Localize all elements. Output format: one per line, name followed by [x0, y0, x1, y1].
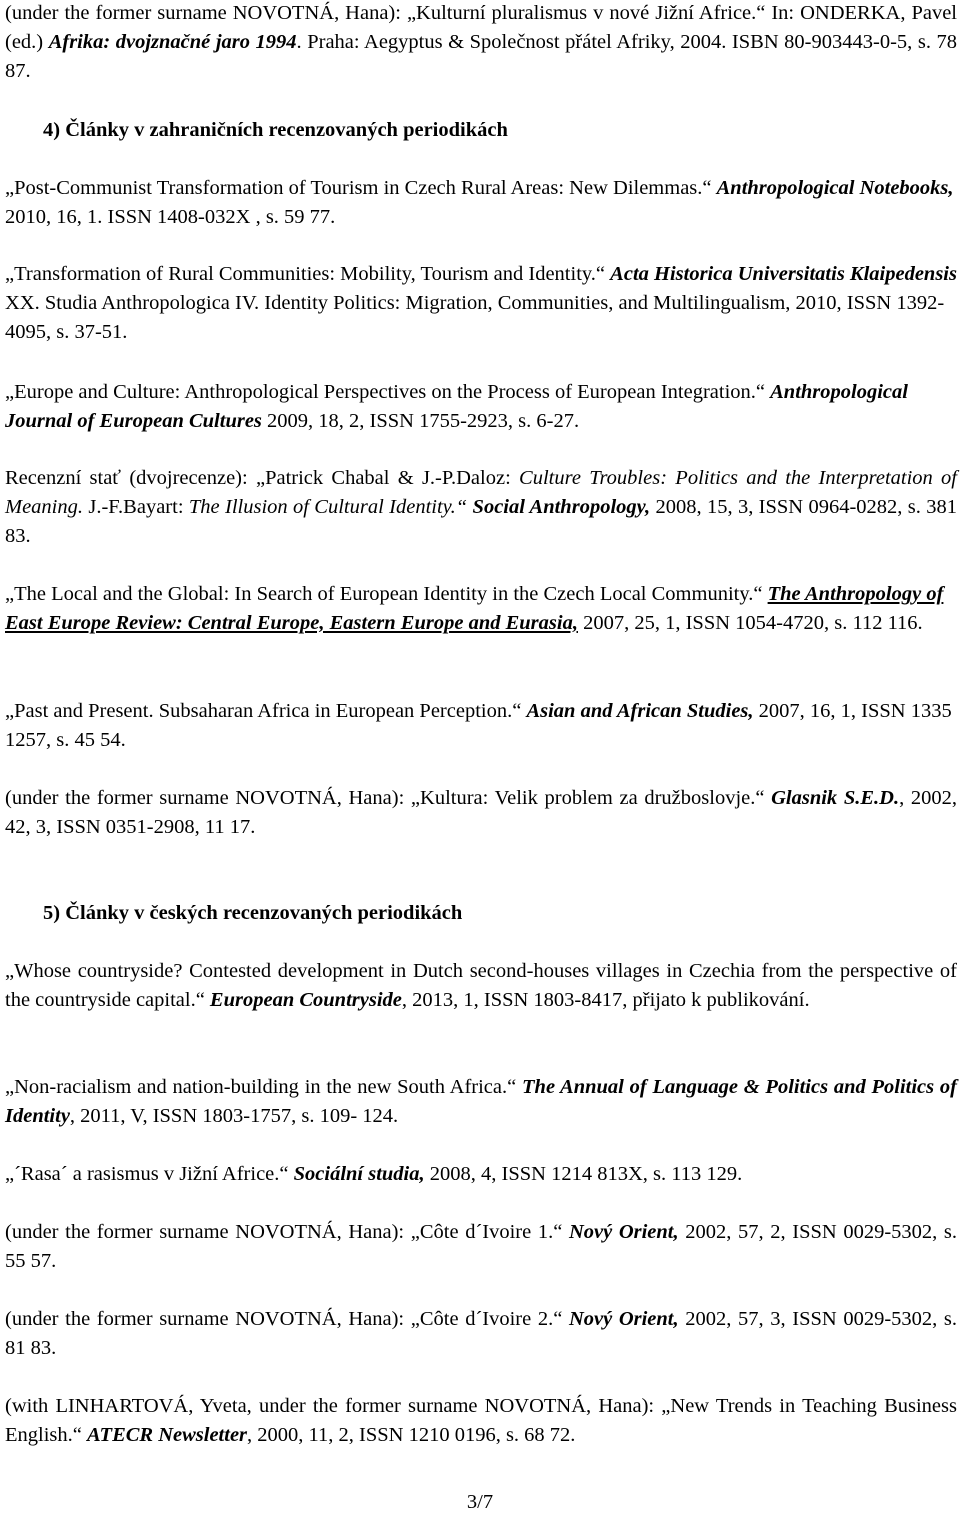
reference-details: 2002, 57, 3, ISSN 0029-5302, s. 81 83.: [5, 1308, 957, 1359]
section-heading-5: 5) Články v českých recenzovaných periodikách: [43, 902, 463, 924]
reference-entry: [5, 1218, 957, 1276]
journal-title: Anthropological Notebooks,: [716, 177, 954, 199]
reference-entry: [5, 580, 957, 638]
reference-details: , 2013, 1, ISSN 1803-8417, přijato k publikování.: [401, 989, 810, 1011]
reference-details: , 2002, 42, 3, ISSN 0351-2908, 11 17.: [5, 787, 957, 838]
reference-details: 2007, 16, 1, ISSN 1335 1257, s. 45 54.: [5, 700, 952, 751]
section-heading-4: 4) Články v zahraničních recenzovaných periodikách: [43, 119, 508, 141]
reference-entry: [5, 957, 957, 1015]
reference-entry: [5, 1073, 957, 1131]
journal-title: The Anthropology of East Europe Review: Central Europe, Eastern Europe and Eurasia,: [5, 583, 944, 634]
reference-entry: [5, 260, 957, 347]
reference-details: 2008, 15, 3, ISSN 0964-0282, s. 381 83.: [5, 496, 958, 547]
reference-entry: [5, 174, 957, 232]
reference-details: , 2000, 11, 2, ISSN 1210 0196, s. 68 72.: [247, 1424, 576, 1446]
reference-details: 2010, 16, 1. ISSN 1408-032X , s. 59 77.: [5, 206, 336, 228]
journal-title: Afrika: dvojznačné jaro 1994: [48, 31, 297, 53]
article-title: „Non-racialism and nation-building in the new South Africa.“: [5, 1076, 517, 1098]
reference-entry: [5, 1392, 957, 1450]
reference-text: Recenzní stať (dvojrecenze): „Patrick Chabal & J.-P.Daloz:: [5, 467, 520, 489]
article-title: „´Rasa´ a rasismus v Jižní Africe.“: [5, 1163, 289, 1185]
reference-text: (under the former surname NOVOTNÁ, Hana): „Kulturní pluralismus v nové Jižní Africe.“ In: ONDERKA, Pavel (ed.): [5, 2, 957, 53]
article-title: „Past and Present. Subsaharan Africa in European Perception.“: [5, 700, 522, 722]
journal-title: ATECR Newsletter: [87, 1424, 248, 1446]
reference-entry: [5, 0, 957, 86]
journal-title: Asian and African Studies,: [526, 700, 754, 722]
journal-title: Social Anthropology,: [472, 496, 651, 518]
journal-title: Nový Orient,: [568, 1308, 679, 1330]
journal-title: Sociální studia,: [293, 1163, 425, 1185]
reference-details: , 2011, V, ISSN 1803-1757, s. 109- 124.: [69, 1105, 399, 1127]
article-title: „Europe and Culture: Anthropological Perspectives on the Process of European Integration.“: [5, 381, 765, 403]
reference-details: 2007, 25, 1, ISSN 1054-4720, s. 112 116.: [577, 612, 923, 634]
reference-details: XX. Studia Anthropologica IV. Identity Politics: Migration, Communities, and Multilingualism, 2010, ISSN 1392-4095, s. 37-51.: [5, 292, 945, 343]
reference-details: 2009, 18, 2, ISSN 1755-2923, s. 6-27.: [261, 410, 580, 432]
article-title: (with LINHARTOVÁ, Yveta, under the former surname NOVOTNÁ, Hana): „New Trends in Teaching Business English.“: [5, 1395, 957, 1446]
article-title: „Post-Communist Transformation of Tourism in Czech Rural Areas: New Dilemmas.“: [5, 177, 712, 199]
page-number: 3/7: [466, 1491, 494, 1513]
reference-entry: [5, 378, 957, 436]
article-title: (under the former surname NOVOTNÁ, Hana): „Côte d´Ivoire 2.“: [5, 1308, 563, 1330]
article-title: „Whose countryside? Contested development in Dutch second-houses villages in Czechia from the perspective of the countryside capital.“: [5, 960, 957, 1011]
reference-text: J.-F.Bayart:: [83, 496, 189, 518]
journal-title: Acta Historica Universitatis Klaipedensis: [610, 263, 957, 285]
reference-entry: [5, 1160, 957, 1189]
journal-title: Nový Orient,: [568, 1221, 679, 1243]
reference-details: . Praha: Aegyptus & Společnost přátel Afriky, 2004. ISBN 80-903443-0-5, s. 78 87.: [5, 31, 957, 82]
book-title: The Illusion of Cultural Identity.“: [188, 496, 468, 518]
reference-entry: [5, 464, 957, 551]
reference-details: 2008, 4, ISSN 1214 813X, s. 113 129.: [424, 1163, 743, 1185]
journal-title: The Annual of Language & Politics and Politics of Identity: [5, 1076, 957, 1127]
book-title: Culture Troubles: Politics and the Interpretation of Meaning.: [5, 467, 957, 518]
reference-text: (under the former surname NOVOTNÁ, Hana): „Kultura: Velik problem za družboslovje.“: [5, 787, 772, 809]
journal-title: Anthropological Journal of European Cultures: [5, 381, 908, 432]
reference-entry: [5, 784, 957, 842]
reference-entry: [5, 697, 957, 755]
journal-title: European Countryside: [209, 989, 402, 1011]
reference-details: 2002, 57, 2, ISSN 0029-5302, s. 55 57.: [5, 1221, 957, 1272]
article-title: „Transformation of Rural Communities: Mobility, Tourism and Identity.“: [5, 263, 606, 285]
reference-entry: [5, 1305, 957, 1363]
article-title: (under the former surname NOVOTNÁ, Hana): „Côte d´Ivoire 1.“: [5, 1221, 563, 1243]
journal-title: Glasnik S.E.D.: [771, 787, 900, 809]
article-title: „The Local and the Global: In Search of European Identity in the Czech Local Community.“: [5, 583, 763, 605]
